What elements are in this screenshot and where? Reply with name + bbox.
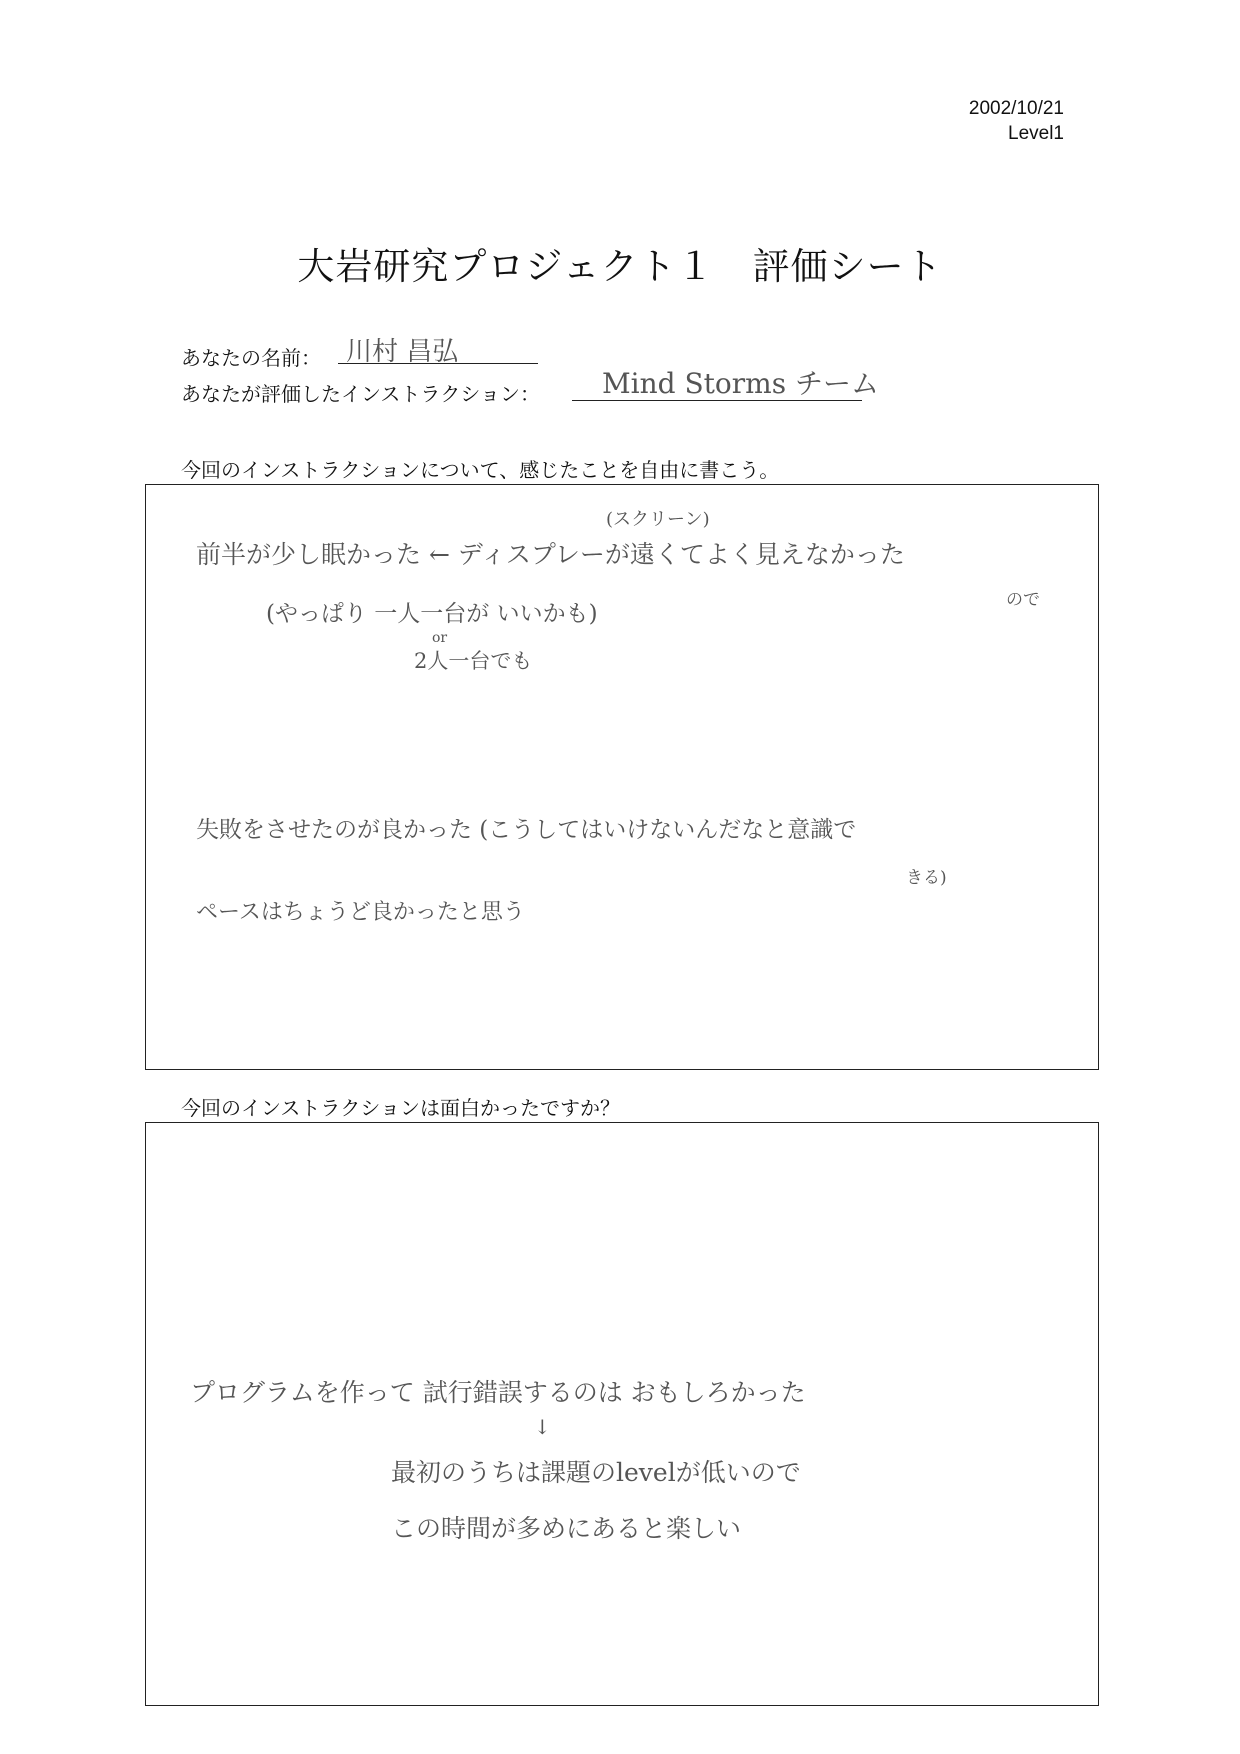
handwriting-line: (やっぱり 一人一台が いいかも)	[266, 601, 598, 627]
handwriting-line: or	[432, 630, 448, 646]
handwriting-line: 前半が少し眠かった ← ディスプレーが遠くてよく見えなかった	[196, 540, 905, 569]
instruction-label: あなたが評価したインストラクション：	[181, 382, 540, 406]
section1-question: 今回のインストラクションについて、感じたことを自由に書こう。	[181, 458, 780, 482]
level-label: Level1	[1008, 123, 1064, 144]
handwriting-line: ので	[1006, 590, 1040, 610]
section1-answer-box	[145, 484, 1099, 1070]
instruction-field	[572, 367, 879, 401]
handwriting-line: この時間が多めにあると楽しい	[391, 1514, 742, 1543]
handwriting-note: (スクリーン)	[606, 509, 710, 530]
handwriting-line: 最初のうちは課題のlevelが低いので	[391, 1458, 801, 1487]
name-value: 川村 昌弘	[346, 337, 459, 367]
name-label: あなたの名前：	[181, 346, 321, 370]
date-label: 2002/10/21	[968, 98, 1064, 119]
handwriting-line: ↓	[534, 1415, 551, 1439]
instruction-value: Mind Storms チーム	[602, 367, 879, 400]
handwriting-line: ペースはちょうど良かったと思う	[196, 900, 525, 925]
page-title: 大岩研究プロジェクト１ 評価シート	[297, 245, 943, 288]
name-field	[338, 335, 538, 367]
handwriting-line: プログラムを作って 試行錯誤するのは おもしろかった	[190, 1378, 806, 1407]
section2-answer-box	[145, 1122, 1099, 1706]
section2-question: 今回のインストラクションは面白かったですか？	[181, 1096, 620, 1120]
handwriting-line: きる)	[906, 868, 947, 888]
handwriting-line: 2人一台でも	[414, 649, 533, 673]
handwriting-line: 失敗をさせたのが良かった (こうしてはいけないんだなと意識で	[196, 817, 857, 843]
